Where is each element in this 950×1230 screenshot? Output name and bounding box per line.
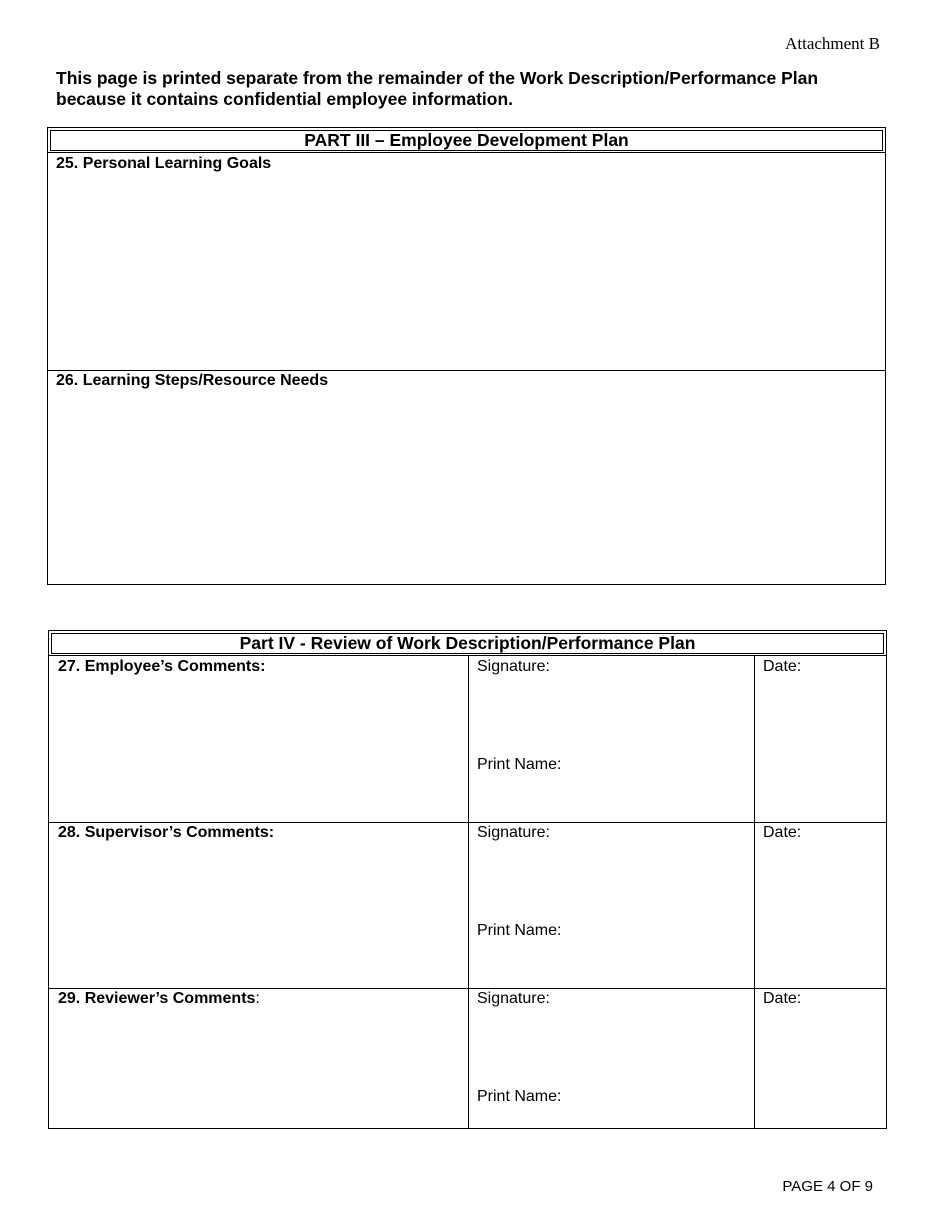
attachment-label: Attachment B [785, 34, 880, 53]
reviewer-date-label: Date: [763, 990, 802, 1007]
employee-comments-field[interactable] [49, 678, 468, 822]
part4-title: Part IV - Review of Work Description/Performance Plan [51, 633, 884, 654]
confidential-notice [56, 68, 886, 110]
supervisor-comments-field[interactable] [49, 844, 468, 988]
learning-steps-field[interactable] [48, 392, 885, 584]
employee-signature-label: Signature: [477, 658, 550, 675]
reviewer-print-name-field[interactable] [469, 1108, 754, 1128]
reviewer-date-field[interactable] [755, 1010, 886, 1128]
reviewer-print-name-label: Print Name: [477, 1088, 562, 1105]
supervisor-date-field[interactable] [755, 844, 886, 988]
supervisor-date-label: Date: [763, 824, 802, 841]
personal-learning-goals-field[interactable] [48, 174, 885, 369]
employee-print-name-field[interactable] [469, 776, 754, 821]
supervisor-print-name-label: Print Name: [477, 922, 562, 939]
employee-print-name-label: Print Name: [477, 756, 562, 773]
employee-comments-label: 27. Employee’s Comments: [58, 658, 266, 675]
supervisor-comments-label: 28. Supervisor’s Comments: [58, 824, 275, 841]
page-number: PAGE 4 OF 9 [782, 1178, 873, 1195]
supervisor-signature-field[interactable] [469, 844, 754, 914]
reviewer-comments-label [58, 990, 260, 1008]
row-divider-1 [49, 822, 886, 823]
part3-title: PART III – Employee Development Plan [50, 130, 883, 151]
learning-steps-label: 26. Learning Steps/Resource Needs [56, 372, 329, 389]
employee-date-field[interactable] [755, 678, 886, 822]
reviewer-comments-label-text: 29. Reviewer’s Comments [58, 990, 256, 1007]
personal-learning-goals-label: 25. Personal Learning Goals [56, 155, 272, 172]
row-divider-2 [49, 988, 886, 989]
reviewer-signature-label: Signature: [477, 990, 550, 1007]
reviewer-comments-field[interactable] [49, 1010, 468, 1128]
notice-line-2: because it contains confidential employee information. [56, 89, 514, 109]
reviewer-comments-label-colon: : [255, 990, 260, 1007]
reviewer-signature-field[interactable] [469, 1010, 754, 1080]
supervisor-print-name-field[interactable] [469, 942, 754, 987]
notice-line-1: This page is printed separate from the remainder of the Work Description/Performance Plan [56, 68, 819, 88]
part4-review-table [48, 630, 887, 1129]
part3-section-divider [48, 370, 885, 371]
employee-date-label: Date: [763, 658, 802, 675]
employee-signature-field[interactable] [469, 678, 754, 748]
part3-development-plan [47, 127, 886, 585]
part3-title-divider [48, 152, 885, 153]
supervisor-signature-label: Signature: [477, 824, 550, 841]
